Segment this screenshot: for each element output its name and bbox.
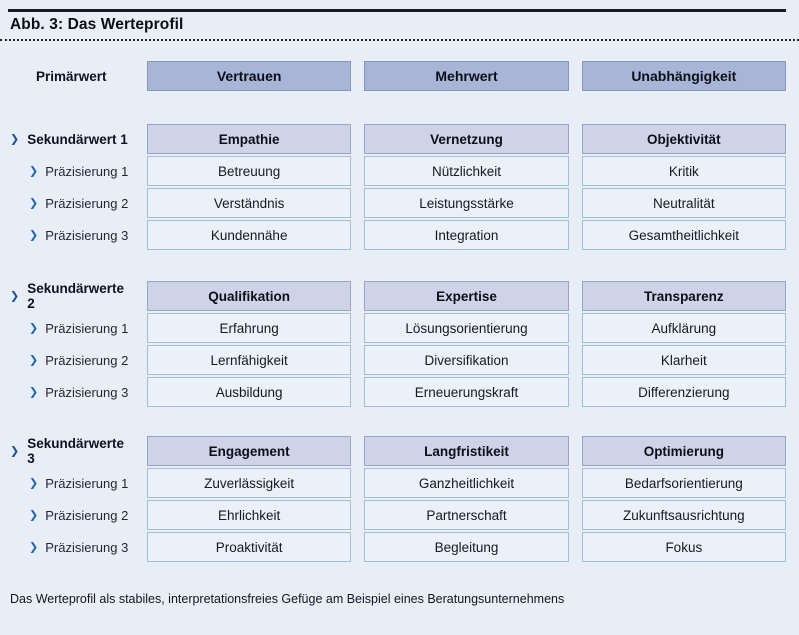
precision-row xyxy=(8,532,786,562)
precision-value-box: Begleitung xyxy=(364,532,568,562)
row-label-praezisierung-3 xyxy=(8,532,134,562)
figure-title: Abb. 3: Das Werteprofil xyxy=(10,16,184,33)
precision-value-box: Klarheit xyxy=(582,345,786,375)
chevron-right-icon: ❯ xyxy=(29,354,39,366)
chevron-right-icon: ❯ xyxy=(29,165,39,177)
precision-row xyxy=(8,500,786,530)
row-label-praezisierung-1 xyxy=(8,313,134,343)
precision-value-box: Verständnis xyxy=(147,188,351,218)
precision-value-box: Aufklärung xyxy=(582,313,786,343)
precision-value-box: Diversifikation xyxy=(364,345,568,375)
secondary-value-box: Optimierung xyxy=(582,436,786,466)
precision-row xyxy=(8,156,786,186)
chevron-right-icon: ❯ xyxy=(29,197,39,209)
primary-row xyxy=(8,61,786,91)
row-label-sekundaerwert-1 xyxy=(8,124,134,154)
row-label-text: Präzisierung 3 xyxy=(45,539,129,555)
precision-value-box: Zuverlässigkeit xyxy=(147,468,351,498)
precision-value-box: Proaktivität xyxy=(147,532,351,562)
precision-value-box: Erneuerungskraft xyxy=(364,377,568,407)
chevron-right-icon: ❯ xyxy=(10,290,20,302)
row-label-text: Präzisierung 2 xyxy=(45,195,129,211)
precision-value-box: Neutralität xyxy=(582,188,786,218)
precision-row xyxy=(8,188,786,218)
row-label-praezisierung-2 xyxy=(8,345,134,375)
precision-value-box: Erfahrung xyxy=(147,313,351,343)
precision-value-box: Bedarfsorientierung xyxy=(582,468,786,498)
precision-value-box: Partnerschaft xyxy=(364,500,568,530)
row-label-praezisierung-3 xyxy=(8,377,134,407)
row-label-praezisierung-2 xyxy=(8,500,134,530)
chevron-right-icon: ❯ xyxy=(29,541,39,553)
secondary-value-box: Expertise xyxy=(364,281,568,311)
dotted-divider xyxy=(0,39,799,41)
chevron-right-icon: ❯ xyxy=(29,386,39,398)
precision-value-box: Nützlichkeit xyxy=(364,156,568,186)
precision-value-box: Kundennähe xyxy=(147,220,351,250)
row-label-praezisierung-1 xyxy=(8,468,134,498)
row-label-sekundaerwerte-3 xyxy=(8,436,134,466)
chevron-right-icon: ❯ xyxy=(10,133,20,145)
precision-value-box: Integration xyxy=(364,220,568,250)
secondary-value-box: Vernetzung xyxy=(364,124,568,154)
precision-value-box: Ganzheitlichkeit xyxy=(364,468,568,498)
row-label-primaerwert: Primärwert xyxy=(36,68,107,84)
precision-row xyxy=(8,468,786,498)
precision-row xyxy=(8,377,786,407)
row-label-text: Präzisierung 1 xyxy=(45,320,129,336)
secondary-value-box: Empathie xyxy=(147,124,351,154)
precision-value-box: Lernfähigkeit xyxy=(147,345,351,375)
chevron-right-icon: ❯ xyxy=(29,509,39,521)
secondary-header-row xyxy=(8,436,786,466)
block-sekundaerwerte-3 xyxy=(8,436,786,562)
row-label-text: Präzisierung 2 xyxy=(45,507,129,523)
chevron-right-icon: ❯ xyxy=(29,229,39,241)
secondary-header-row xyxy=(8,281,786,311)
precision-row xyxy=(8,220,786,250)
chevron-right-icon: ❯ xyxy=(29,477,39,489)
row-label-text: Präzisierung 3 xyxy=(45,227,129,243)
precision-row xyxy=(8,345,786,375)
secondary-value-box: Engagement xyxy=(147,436,351,466)
precision-value-box: Ehrlichkeit xyxy=(147,500,351,530)
figure-caption: Das Werteprofil als stabiles, interpretationsfreies Gefüge am Beispiel eines Beratungsunternehmens xyxy=(10,592,565,606)
row-label-text: Präzisierung 1 xyxy=(45,163,129,179)
secondary-value-box: Transparenz xyxy=(582,281,786,311)
precision-value-box: Fokus xyxy=(582,532,786,562)
row-label-text: Präzisierung 3 xyxy=(45,384,129,400)
secondary-value-box: Objektivität xyxy=(582,124,786,154)
primary-value-box: Mehrwert xyxy=(364,61,568,91)
row-label-text: Präzisierung 1 xyxy=(45,475,129,491)
row-label-text: Präzisierung 2 xyxy=(45,352,129,368)
precision-value-box: Leistungsstärke xyxy=(364,188,568,218)
precision-value-box: Differenzierung xyxy=(582,377,786,407)
chevron-right-icon: ❯ xyxy=(29,322,39,334)
row-label-sekundaerwerte-2 xyxy=(8,281,134,311)
row-label-praezisierung-2 xyxy=(8,188,134,218)
row-label-text: Sekundärwert 1 xyxy=(27,131,128,147)
precision-value-box: Gesamtheitlichkeit xyxy=(582,220,786,250)
figure-panel xyxy=(0,9,799,635)
chevron-right-icon: ❯ xyxy=(10,445,20,457)
row-label-praezisierung-3 xyxy=(8,220,134,250)
primary-value-box: Vertrauen xyxy=(147,61,351,91)
block-sekundaerwerte-2 xyxy=(8,281,786,407)
secondary-value-box: Qualifikation xyxy=(147,281,351,311)
precision-value-box: Kritik xyxy=(582,156,786,186)
row-label-praezisierung-1 xyxy=(8,156,134,186)
row-label-text: Sekundärwerte 3 xyxy=(27,436,125,466)
primary-value-box: Unabhängigkeit xyxy=(582,61,786,91)
secondary-header-row xyxy=(8,124,786,154)
secondary-value-box: Langfristikeit xyxy=(364,436,568,466)
block-sekundaerwert-1 xyxy=(8,124,786,250)
top-rule xyxy=(8,9,786,12)
precision-value-box: Zukunftsausrichtung xyxy=(582,500,786,530)
precision-value-box: Betreuung xyxy=(147,156,351,186)
precision-value-box: Lösungsorientierung xyxy=(364,313,568,343)
row-label-text: Sekundärwerte 2 xyxy=(27,281,125,311)
precision-row xyxy=(8,313,786,343)
precision-value-box: Ausbildung xyxy=(147,377,351,407)
